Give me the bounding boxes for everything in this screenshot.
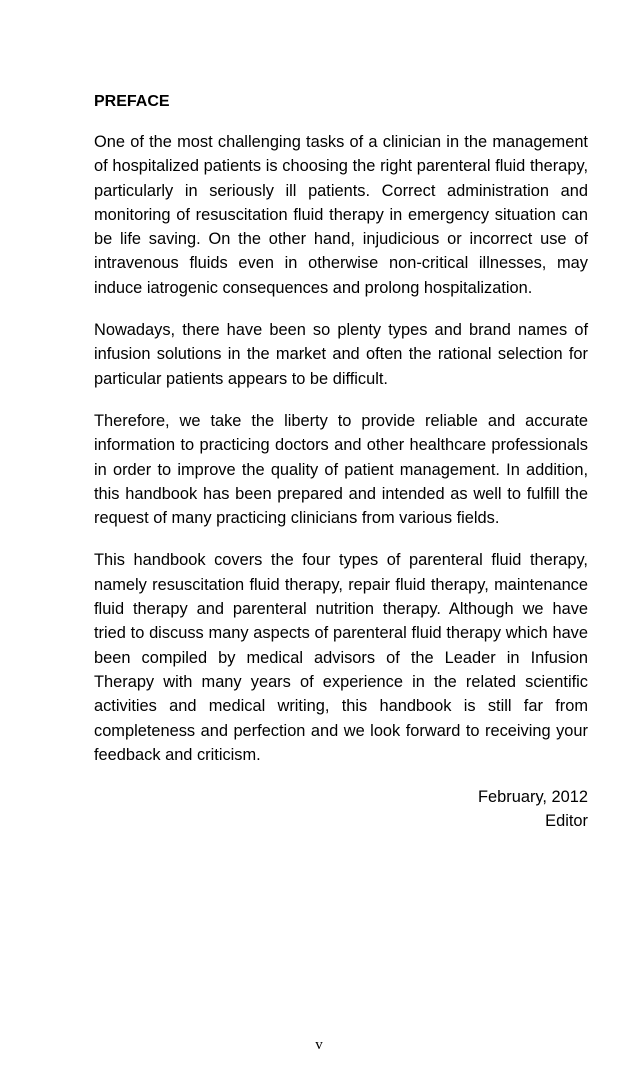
page-number: v	[315, 1037, 323, 1053]
section-heading: PREFACE	[94, 93, 170, 110]
preface-page	[94, 90, 588, 834]
paragraph-3: Therefore, we take the liberty to provide reliable and accurate information to practicing doctors and other healthcare professionals in order to improve the quality of patient management. In addition, this handbook has been prepared and intended as well to fulfill the request of many practicing clinicians from various fields.	[94, 411, 588, 528]
paragraph-1: One of the most challenging tasks of a clinician in the management of hospitalized patients is choosing the right parenteral fluid therapy, particularly in seriously ill patients. Correct administration and monitoring of resuscitation fluid therapy in emergency situation can be life saving. On the other hand, injudicious or incorrect use of intravenous fluids even in otherwise non-critical illnesses, may induce iatrogenic consequences and prolong hospitalization.	[94, 133, 588, 297]
signoff-block	[94, 785, 588, 834]
date-line: February, 2012	[478, 788, 588, 807]
paragraph-2: Nowadays, there have been so plenty types and brand names of infusion solutions in the market and often the rational selection for particular patients appears to be difficult.	[94, 321, 588, 388]
paragraph-4: This handbook covers the four types of parenteral fluid therapy, namely resuscitation fluid therapy, repair fluid therapy, maintenance fluid therapy and parenteral nutrition therapy. Although we have tried to discuss many aspects of parenteral fluid therapy which have been compiled by medical advisors of the Leader in Infusion Therapy with many years of experience in the related scientific activities and medical writing, this handbook is still far from completeness and perfection and we look forward to receiving your feedback and criticism.	[94, 551, 588, 764]
signature-line: Editor	[545, 812, 588, 831]
